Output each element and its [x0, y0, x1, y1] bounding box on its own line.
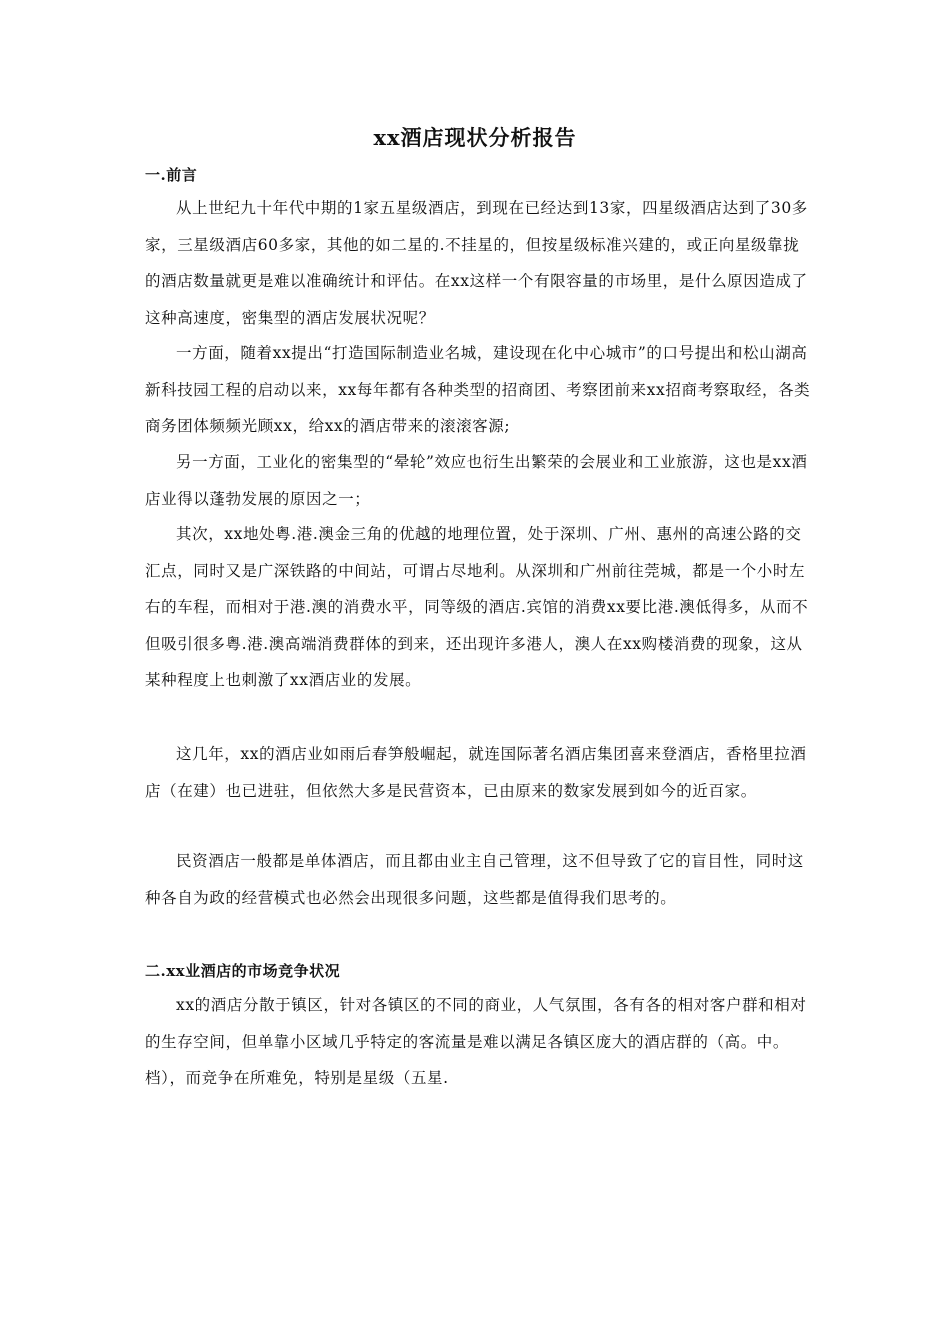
section-heading-market-competition: 二.xx业酒店的市场竞争状况: [145, 962, 341, 980]
paragraph: 这几年，xx的酒店业如雨后春笋般崛起，就连国际著名酒店集团喜来登酒店，香格里拉酒店（在建）也已进驻，但依然大多是民营资本，已由原来的数家发展到如今的近百家。: [145, 745, 807, 800]
paragraph: 其次，xx地处粤.港.澳金三角的优越的地理位置，处于深圳、广州、惠州的高速公路的交汇点，同时又是广深铁路的中间站，可谓占尽地利。从深圳和广州前往莞城，都是一个小时左右的车程，而相对于港.澳的消费水平，同等级的酒店.宾馆的消费xx要比港.澳低得多，从而不但吸引很多粤.港.澳高端消费群体的到来，还出现许多港人，澳人在xx购楼消费的现象，这从某种程度上也刺激了xx酒店业的发展。: [145, 525, 809, 689]
paragraph: 从上世纪九十年代中期的1家五星级酒店，到现在已经达到13家，四星级酒店达到了30多家，三星级酒店60多家，其他的如二星的.不挂星的，但按星级标准兴建的，或正向星级靠拢的酒店数量就更是难以准确统计和评估。在xx这样一个有限容量的市场里，是什么原因造成了这种高速度，密集型的酒店发展状况呢？: [145, 199, 808, 327]
paragraph: 另一方面，工业化的密集型的“晕轮”效应也衍生出繁荣的会展业和工业旅游，这也是xx酒店业得以蓬勃发展的原因之一；: [145, 453, 808, 508]
paragraph: xx的酒店分散于镇区，针对各镇区的不同的商业，人气氛围，各有各的相对客户群和相对的生存空间，但单靠小区域几乎特定的客流量是难以满足各镇区庞大的酒店群的（高。中。档），而竞争在所难免，特别是星级（五星.: [145, 996, 807, 1087]
section-heading-preface: 一.前言: [145, 166, 198, 184]
paragraph: 一方面，随着xx提出“打造国际制造业名城，建设现在化中心城市”的口号提出和松山湖高新科技园工程的启动以来，xx每年都有各种类型的招商团、考察团前来xx招商考察取经，各类商务团体频频光顾xx，给xx的酒店带来的滚滚客源;: [145, 344, 811, 435]
page-title: xx酒店现状分析报告: [373, 125, 577, 150]
paragraph: 民资酒店一般都是单体酒店，而且都由业主自己管理，这不但导致了它的盲目性，同时这种各自为政的经营模式也必然会出现很多问题，这些都是值得我们思考的。: [145, 852, 804, 907]
